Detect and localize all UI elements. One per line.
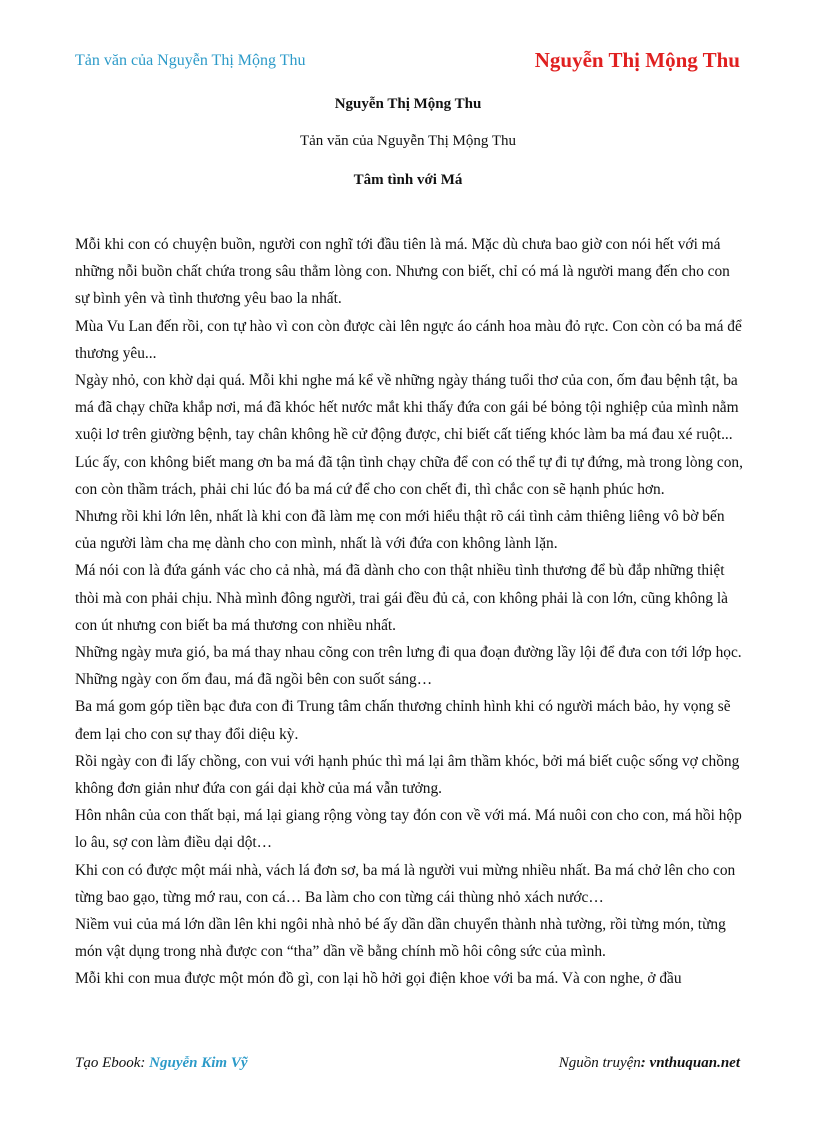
paragraph: Hôn nhân của con thất bại, má lại giang rộng vòng tay đón con về với má. Má nuôi con cho con, má hồi hộp lo âu, sợ con làm điều dại dột… <box>75 807 742 852</box>
paragraph: Mỗi khi con mua được một món đồ gì, con lại hồ hởi gọi điện khoe với ba má. Và con nghe, ở đầu <box>75 970 682 988</box>
page-header <box>75 48 740 78</box>
paragraph: Niềm vui của má lớn dần lên khi ngôi nhà nhỏ bé ấy dần dần chuyển thành nhà tường, rồi từng món, từng món vật dụng trong nhà được con “tha” dần về bằng chính mồ hôi công sức của mình. <box>75 916 726 961</box>
document-heading: Tâm tình với Má <box>353 172 463 188</box>
paragraph: Những ngày mưa gió, ba má thay nhau cõng con trên lưng đi qua đoạn đường lầy lội để đưa con tới lớp học. Những ngày con ốm đau, má đã ngồi bên con suốt sáng… <box>75 644 742 689</box>
header-left-title: Tản văn của Nguyễn Thị Mộng Thu <box>75 52 306 69</box>
ebook-label: Tạo Ebook <box>75 1055 141 1071</box>
ebook-credit: Tạo Ebook: Nguyễn Kim Vỹ <box>75 1055 248 1071</box>
ebook-creator-name: Nguyễn Kim Vỹ <box>149 1055 248 1071</box>
document-author: Nguyễn Thị Mộng Thu <box>334 96 482 112</box>
document-subtitle: Tản văn của Nguyễn Thị Mộng Thu <box>299 133 517 149</box>
paragraph: Rồi ngày con đi lấy chồng, con vui với hạnh phúc thì má lại âm thầm khóc, bởi má biết cuộc sống vợ chồng không đơn giản như đứa con gái dại khờ của má vẫn tưởng. <box>75 752 740 798</box>
paragraph: Ngày nhỏ, con khờ dại quá. Mỗi khi nghe má kể về những ngày tháng tuổi thơ của con, ốm đau bệnh tật, ba má đã chạy chữa khắp nơi, má đã khóc hết nước mắt khi thấy đứa con gái bé bỏng tội nghiệp của mình nằm xuội lơ trên giường bệnh, tay chân không hề cử động được, chỉ biết cất tiếng khóc làm ba má đau xé ruột... Lúc ấy, con không biết mang ơn ba má đã tận tình chạy chữa để con có thể tự đi tự đứng, mà trong lòng con, con còn thầm trách, phải chi lúc đó ba má cứ để cho con chết đi, thì chắc con sẽ hạnh phúc hơn. <box>75 372 743 498</box>
paragraph: Khi con có được một mái nhà, vách lá đơn sơ, ba má là người vui mừng nhiều nhất. Ba má chở lên cho con từng bao gạo, từng mớ rau, con cá… Ba làm cho con từng cái thùng nhỏ xách nước… <box>75 861 736 906</box>
page-footer <box>75 1055 740 1077</box>
paragraph: Nhưng rồi khi lớn lên, nhất là khi con đã làm mẹ con mới hiểu thật rõ cái tình cảm thiêng liêng vô bờ bến của người làm cha mẹ dành cho con mình, nhất là với đứa con không lành lặn. <box>75 508 725 553</box>
source-label: Nguồn truyện <box>558 1055 641 1071</box>
paragraph: Ba má gom góp tiền bạc đưa con đi Trung tâm chấn thương chỉnh hình khi có người mách bảo, hy vọng sẽ đem lại cho con sự thay đổi diệu kỳ. <box>75 698 731 743</box>
paragraph: Mỗi khi con có chuyện buồn, người con nghĩ tới đầu tiên là má. Mặc dù chưa bao giờ con nói hết với má những nỗi buồn chất chứa trong sâu thẳm lòng con. Nhưng con biết, chỉ có má là người mang đến cho con sự bình yên và tình thương yêu bao la nhất. <box>75 236 730 308</box>
document-body <box>75 231 743 993</box>
header-right-author: Nguyễn Thị Mộng Thu <box>534 48 740 72</box>
paragraph: Mùa Vu Lan đến rồi, con tự hào vì con còn được cài lên ngực áo cánh hoa màu đỏ rực. Con còn có ba má để thương yêu... <box>75 317 742 362</box>
source-site: vnthuquan.net <box>649 1055 740 1071</box>
paragraph: Má nói con là đứa gánh vác cho cả nhà, má đã dành cho con thật nhiều tình thương để bù đắp những thiệt thòi mà con phải chịu. Nhà mình đông người, trai gái đều đủ cả, con không phải là con lớn, cũng không là con út nhưng con biết ba má thương con nhiều nhất. <box>75 562 728 634</box>
source-credit: Nguồn truyện: vnthuquan.net <box>558 1055 740 1071</box>
